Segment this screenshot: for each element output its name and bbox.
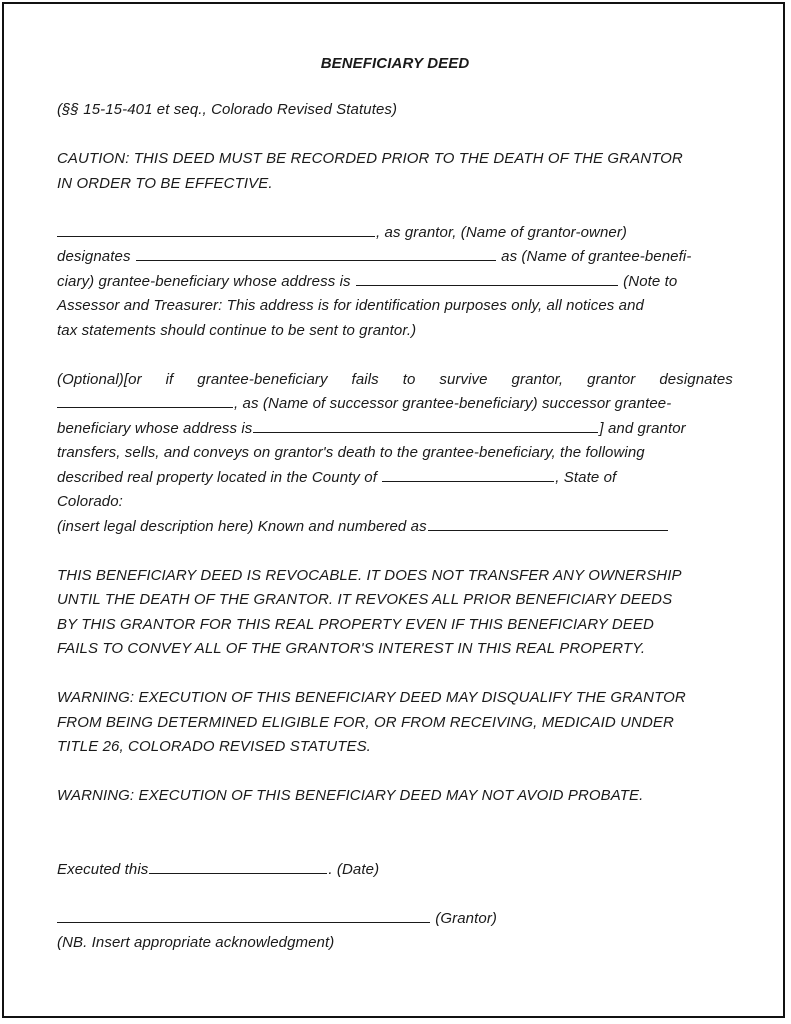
- grantor-text: , as grantor, (Name of grantor-owner): [376, 223, 628, 241]
- deed-document: [57, 54, 733, 956]
- optional-text: , as (Name of successor grantee-beneficiary) successor grantee-: [234, 395, 672, 412]
- word: grantor,: [511, 370, 564, 388]
- execution-section: [57, 858, 733, 956]
- optional-text: Colorado:: [57, 493, 123, 510]
- caution-paragraph: [57, 147, 733, 196]
- grantor-text: designates: [57, 248, 131, 265]
- successor-address-field[interactable]: [253, 418, 598, 433]
- revocable-paragraph: [57, 564, 733, 662]
- grantor-signature-field[interactable]: [57, 908, 430, 923]
- probate-warning: WARNING: EXECUTION OF THIS BENEFICIARY DEED MAY NOT AVOID PROBATE.: [57, 787, 644, 804]
- medicaid-warning-paragraph: [57, 686, 733, 760]
- grantor-name-field[interactable]: [57, 222, 375, 237]
- date-label: . (Date): [328, 860, 380, 878]
- word: if: [165, 370, 174, 388]
- optional-text: transfers, sells, and conveys on grantor's death to the grantee-beneficiary, the following: [57, 444, 645, 461]
- optional-text: described real property located in the County of: [57, 468, 377, 486]
- grantor-text: ciary) grantee-beneficiary whose address is: [57, 272, 351, 290]
- word: designates: [659, 370, 733, 388]
- optional-text: (insert legal description here) Known and numbered as: [57, 517, 427, 535]
- grantor-paragraph: [57, 221, 733, 344]
- execution-date-field[interactable]: [149, 859, 327, 874]
- word: grantee-beneficiary: [197, 370, 328, 388]
- caution-line: IN ORDER TO BE EFFECTIVE.: [57, 174, 273, 192]
- property-address-field[interactable]: [428, 516, 668, 531]
- caution-line: CAUTION: THIS DEED MUST BE RECORDED PRIOR TO THE DEATH OF THE GRANTOR: [57, 150, 683, 167]
- statute-reference: (§§ 15-15-401 et seq., Colorado Revised Statutes): [57, 101, 398, 118]
- word: to: [402, 370, 416, 388]
- revocable-line: FAILS TO CONVEY ALL OF THE GRANTOR'S INTEREST IN THIS REAL PROPERTY.: [57, 640, 646, 657]
- grantee-address-field[interactable]: [356, 271, 618, 286]
- word: fails: [351, 370, 379, 388]
- revocable-line: UNTIL THE DEATH OF THE GRANTOR. IT REVOKES ALL PRIOR BENEFICIARY DEEDS: [57, 591, 673, 608]
- grantor-signature-label: (Grantor): [435, 909, 498, 927]
- optional-paragraph: [57, 368, 733, 540]
- optional-text: ] and grantor: [599, 419, 686, 437]
- successor-name-field[interactable]: [57, 393, 233, 408]
- medicaid-warning-line: WARNING: EXECUTION OF THIS BENEFICIARY DEED MAY DISQUALIFY THE GRANTOR: [57, 689, 686, 706]
- word: (Optional)[or: [57, 370, 142, 388]
- word: grantor: [587, 370, 636, 388]
- medicaid-warning-line: TITLE 26, COLORADO REVISED STATUTES.: [57, 738, 371, 755]
- optional-text: [57, 368, 733, 393]
- optional-text: , State of: [555, 468, 617, 486]
- grantor-text: Assessor and Treasurer: This address is for identification purposes only, all notices and: [57, 297, 644, 314]
- document-title: BENEFICIARY DEED: [320, 55, 470, 72]
- word: survive: [439, 370, 488, 388]
- grantor-text: as (Name of grantee-benefi-: [501, 248, 692, 265]
- executed-label: Executed this: [57, 860, 149, 878]
- medicaid-warning-line: FROM BEING DETERMINED ELIGIBLE FOR, OR FROM RECEIVING, MEDICAID UNDER: [57, 713, 674, 731]
- grantee-name-field[interactable]: [136, 246, 496, 261]
- county-field[interactable]: [382, 467, 554, 482]
- acknowledgment-note: (NB. Insert appropriate acknowledgment): [57, 934, 335, 951]
- grantor-text: tax statements should continue to be sent to grantor.): [57, 321, 417, 339]
- revocable-line: BY THIS GRANTOR FOR THIS REAL PROPERTY EVEN IF THIS BENEFICIARY DEED: [57, 615, 654, 633]
- grantor-text: (Note to: [623, 272, 678, 290]
- revocable-line: THIS BENEFICIARY DEED IS REVOCABLE. IT DOES NOT TRANSFER ANY OWNERSHIP: [57, 566, 682, 584]
- optional-text: beneficiary whose address is: [57, 419, 253, 437]
